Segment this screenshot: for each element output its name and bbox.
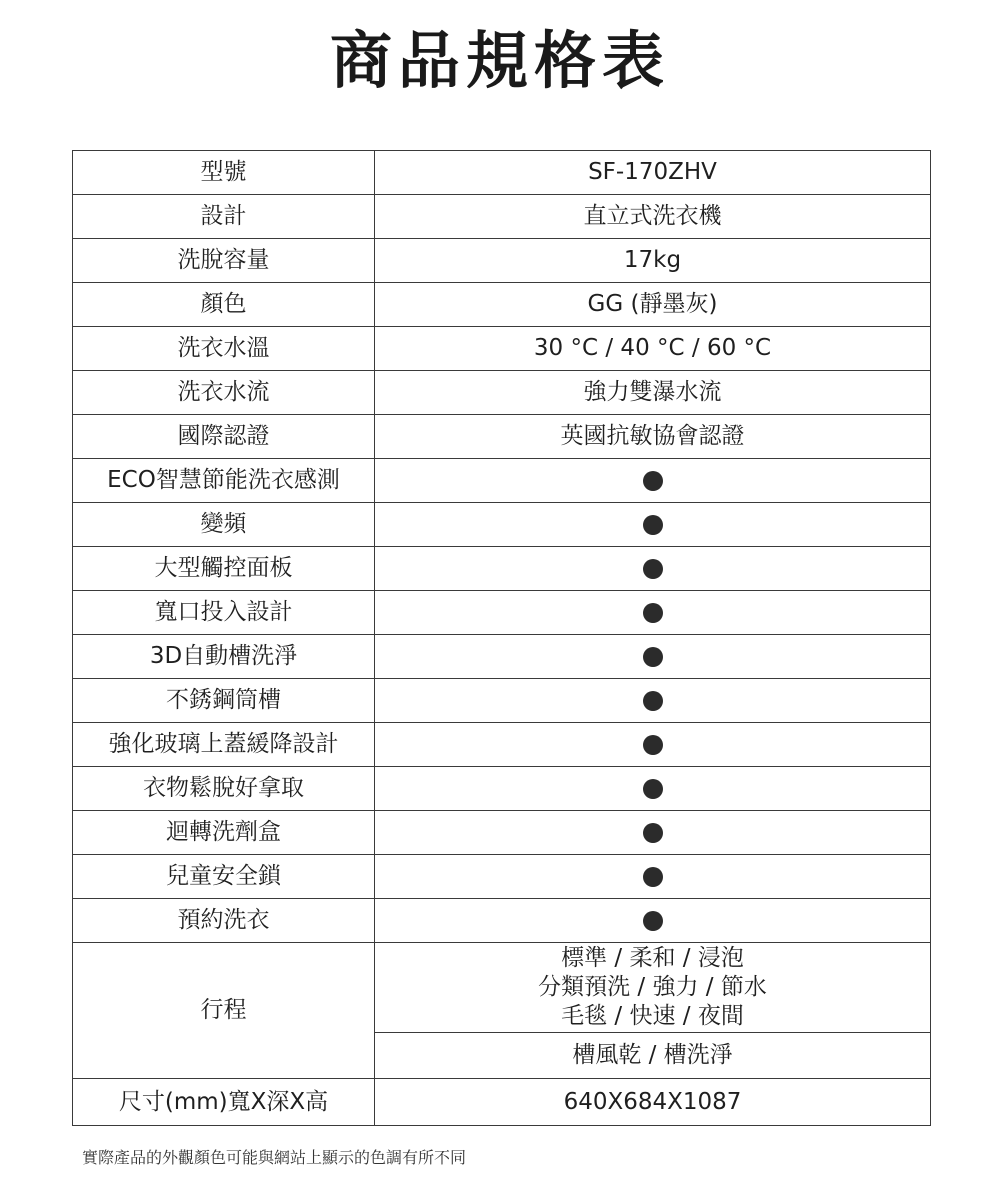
program-line: 毛毯 / 快速 / 夜間: [561, 1002, 744, 1029]
spec-table-body: [73, 151, 931, 1126]
page-title: 商品規格表: [329, 24, 670, 97]
spec-label: 型號: [73, 151, 375, 195]
spec-label: 洗衣水溫: [73, 327, 375, 371]
spec-label: 寬口投入設計: [73, 591, 375, 635]
feature-dot-icon: [643, 735, 663, 755]
spec-value: 30 °C / 40 °C / 60 °C: [375, 327, 931, 371]
spec-value: [375, 503, 931, 547]
spec-value: [375, 811, 931, 855]
spec-value: SF-170ZHV: [375, 151, 931, 195]
disclaimer-note: 實際產品的外觀顏色可能與網站上顯示的色調有所不同: [82, 1148, 467, 1167]
feature-dot-icon: [643, 647, 663, 667]
feature-dot-icon: [643, 603, 663, 623]
table-row: [73, 283, 931, 327]
spec-label-size: 尺寸(mm)寬X深X高: [73, 1079, 375, 1126]
feature-dot-icon: [643, 559, 663, 579]
spec-value: [375, 767, 931, 811]
table-row: [73, 899, 931, 943]
table-row: [73, 327, 931, 371]
spec-label: 設計: [73, 195, 375, 239]
table-row: [73, 811, 931, 855]
table-row: [73, 151, 931, 195]
spec-label: 國際認證: [73, 415, 375, 459]
spec-label: 迴轉洗劑盒: [73, 811, 375, 855]
table-row: [73, 1079, 931, 1126]
feature-dot-icon: [643, 867, 663, 887]
spec-value: [375, 679, 931, 723]
table-row: [73, 371, 931, 415]
spec-label: 顏色: [73, 283, 375, 327]
table-row: [73, 855, 931, 899]
table-row: [73, 767, 931, 811]
spec-label: ECO智慧節能洗衣感測: [73, 459, 375, 503]
table-row: [73, 503, 931, 547]
spec-value: [375, 547, 931, 591]
spec-label: 不銹鋼筒槽: [73, 679, 375, 723]
spec-value: [375, 723, 931, 767]
spec-value: [375, 899, 931, 943]
table-row: [73, 635, 931, 679]
table-row: [73, 943, 931, 1033]
feature-dot-icon: [643, 471, 663, 491]
feature-dot-icon: [643, 911, 663, 931]
program-line: 分類預洗 / 強力 / 節水: [538, 974, 767, 1001]
spec-value: GG (靜墨灰): [375, 283, 931, 327]
feature-dot-icon: [643, 779, 663, 799]
spec-label: 預約洗衣: [73, 899, 375, 943]
spec-value-program-extra: 槽風乾 / 槽洗淨: [375, 1033, 931, 1079]
feature-dot-icon: [643, 823, 663, 843]
spec-value: 直立式洗衣機: [375, 195, 931, 239]
table-row: [73, 415, 931, 459]
spec-value: 17kg: [375, 239, 931, 283]
feature-dot-icon: [643, 515, 663, 535]
spec-value: 英國抗敏協會認證: [375, 415, 931, 459]
spec-label: 大型觸控面板: [73, 547, 375, 591]
spec-label: 洗脫容量: [73, 239, 375, 283]
spec-label: 變頻: [73, 503, 375, 547]
table-row: [73, 547, 931, 591]
table-row: [73, 239, 931, 283]
feature-dot-icon: [643, 691, 663, 711]
spec-label: 衣物鬆脫好拿取: [73, 767, 375, 811]
table-row: [73, 459, 931, 503]
spec-label: 強化玻璃上蓋緩降設計: [73, 723, 375, 767]
spec-label: 兒童安全鎖: [73, 855, 375, 899]
spec-value: [375, 459, 931, 503]
table-row: [73, 591, 931, 635]
spec-value: 強力雙瀑水流: [375, 371, 931, 415]
spec-label: 洗衣水流: [73, 371, 375, 415]
spec-label-program: 行程: [73, 943, 375, 1079]
table-row: [73, 723, 931, 767]
spec-value-program: [375, 943, 931, 1033]
spec-value: [375, 591, 931, 635]
table-row: [73, 679, 931, 723]
table-row: [73, 195, 931, 239]
spec-value: [375, 855, 931, 899]
spec-label: 3D自動槽洗淨: [73, 635, 375, 679]
spec-value: [375, 635, 931, 679]
spec-table: [72, 150, 931, 1126]
spec-value-size: 640X684X1087: [375, 1079, 931, 1126]
program-line: 標準 / 柔和 / 浸泡: [561, 945, 744, 972]
